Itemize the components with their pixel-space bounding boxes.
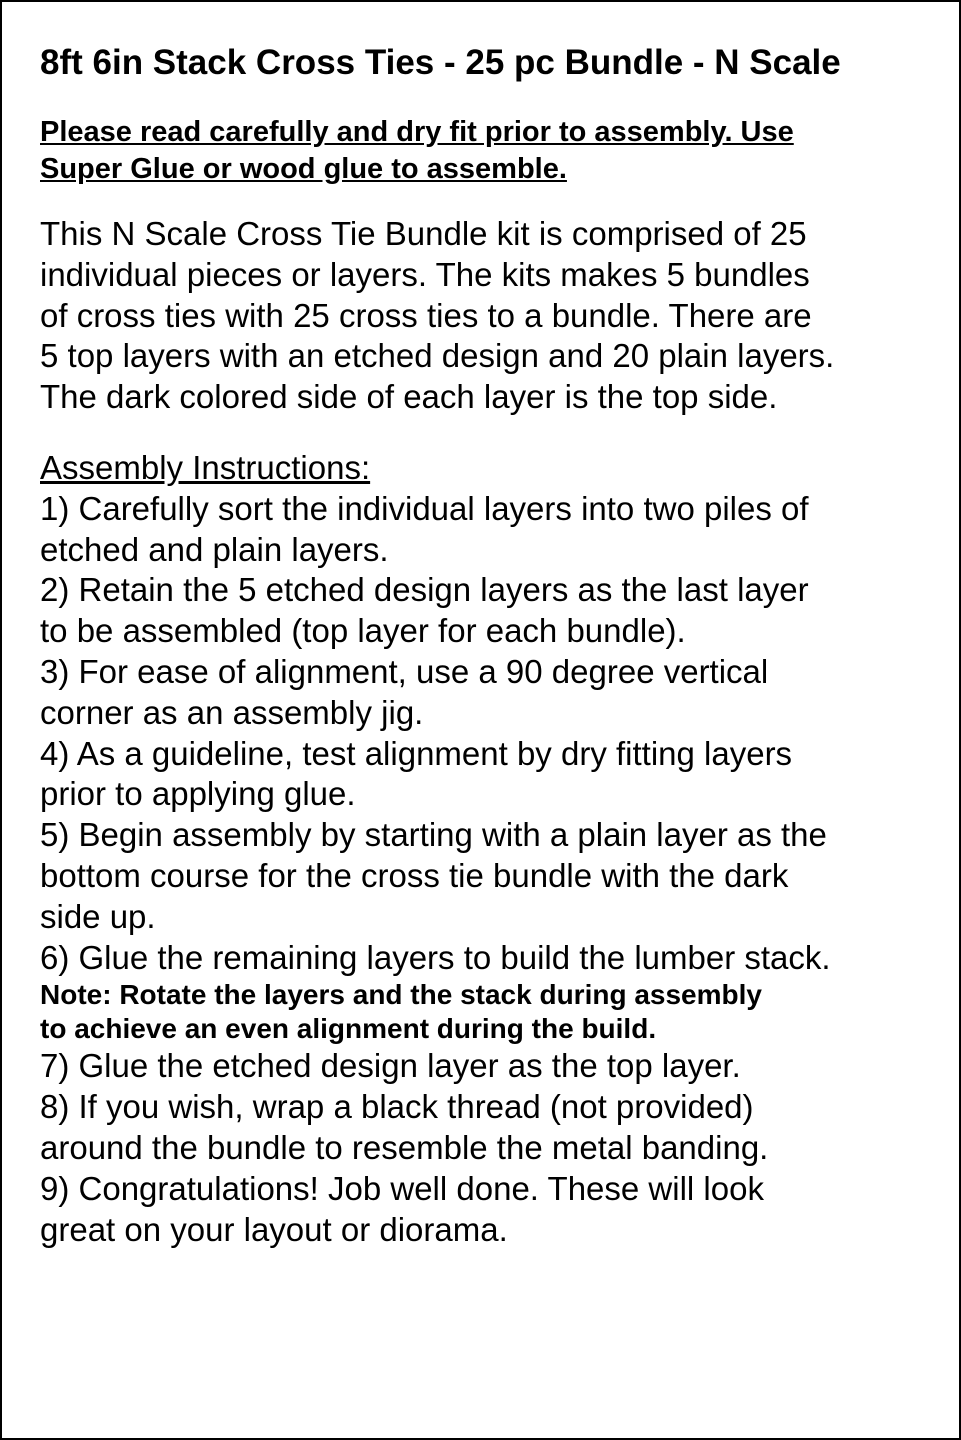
assembly-warning [40,114,930,188]
step-line: 2) Retain the 5 etched design layers as the last layer [40,571,809,609]
step-line: 7) Glue the etched design layer as the top layer. [40,1047,741,1085]
step-line: to be assembled (top layer for each bundle). [40,612,686,650]
description-line: 5 top layers with an etched design and 20 plain layers. [40,337,835,375]
step-line: etched and plain layers. [40,530,389,568]
step-line: 3) For ease of alignment, use a 90 degree vertical [40,652,769,690]
step-line: 8) If you wish, wrap a black thread (not provided) [40,1088,754,1126]
step-line: prior to applying glue. [40,775,356,813]
step-line: around the bundle to resemble the metal banding. [40,1128,769,1166]
step-line: side up. [40,897,156,935]
step-line: great on your layout or diorama. [40,1210,508,1248]
step-line: 9) Congratulations! Job well done. These will look [40,1169,764,1207]
kit-description [40,214,930,418]
assembly-note: to achieve an even alignment during the build. [40,1013,657,1045]
description-line: The dark colored side of each layer is the top side. [40,378,778,416]
assembly-steps [40,489,930,1251]
step-line: bottom course for the cross tie bundle with the dark [40,856,789,894]
step-line: 5) Begin assembly by starting with a plain layer as the [40,816,827,854]
step-line: 6) Glue the remaining layers to build the lumber stack. [40,938,831,976]
step-line: 4) As a guideline, test alignment by dry fitting layers [40,734,793,772]
description-line: individual pieces or layers. The kits makes 5 bundles [40,255,810,293]
step-line: 1) Carefully sort the individual layers into two piles of [40,489,809,527]
description-line: of cross ties with 25 cross ties to a bundle. There are [40,296,812,334]
page-title: 8ft 6in Stack Cross Ties - 25 pc Bundle - N Scale [40,43,841,82]
instruction-content [40,42,930,1250]
assembly-instructions-heading: Assembly Instructions: [40,448,371,486]
assembly-note: Note: Rotate the layers and the stack during assembly [40,979,762,1011]
step-line: corner as an assembly jig. [40,693,424,731]
warning-line: Please read carefully and dry fit prior to assembly. Use [40,116,794,148]
warning-line: Super Glue or wood glue to assemble. [40,153,567,185]
description-line: This N Scale Cross Tie Bundle kit is comprised of 25 [40,215,807,252]
